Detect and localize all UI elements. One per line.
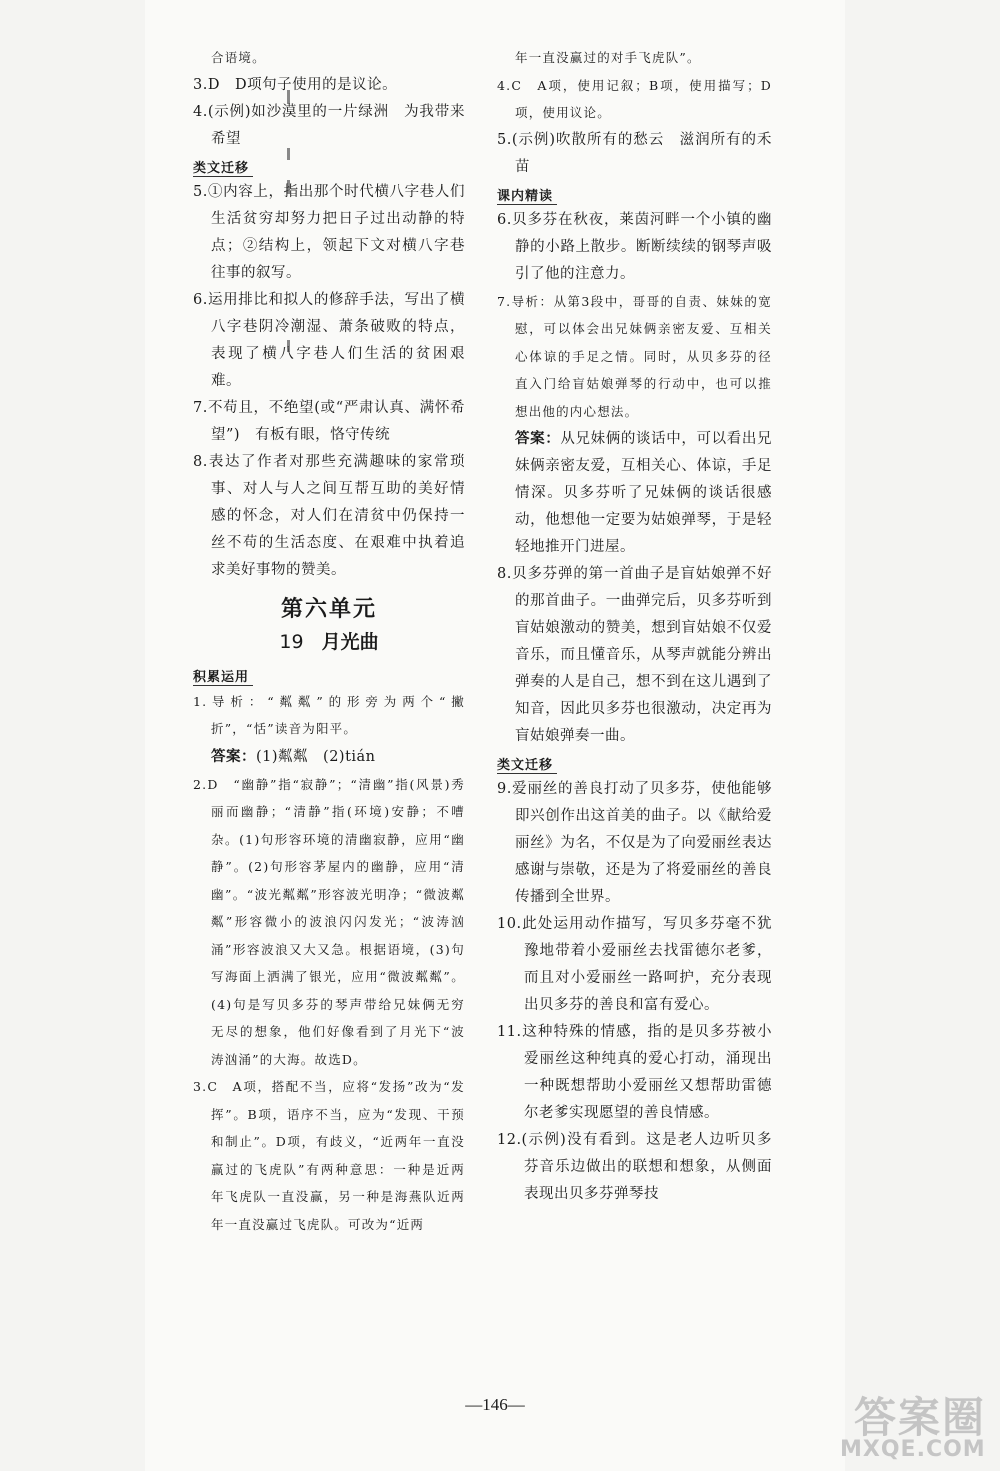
answer-line — [193, 743, 465, 771]
answer-item: 9.爱丽丝的善良打动了贝多芬，使他能够即兴创作出这首美的曲子。以《献给爱丽丝》为名，不仅是为了向爱丽丝表达感谢与崇敬，还是为了将爱丽丝的善良传播到全世界。 — [497, 781, 772, 905]
answer-item: 1.导析：“粼粼”的形旁为两个“撇折”，“恬”读音为阳平。 — [193, 693, 465, 736]
watermark-url: MXQE.COM — [840, 1437, 986, 1462]
lesson-number: 19 — [279, 630, 304, 653]
answer-label: 答案： — [211, 747, 256, 765]
answer-item: 5.①内容上，指出那个时代横八字巷人们生活贫穷却努力把日子过出动静的特点；②结构上，领起下文对横八字巷往事的叙写。 — [193, 183, 465, 281]
answer-item: 8.贝多芬弹的第一首曲子是盲姑娘弹不好的那首曲子。一曲弹完后，贝多芬听到盲姑娘激动的赞美，想到盲姑娘不仅爱音乐，而且懂音乐，从琴声就能分辨出弹奏的人是自己，想不到在这儿遇到了知音，因此贝多芬也很激动，决定再为盲姑娘弹奏一曲。 — [497, 566, 772, 744]
answer-item: 6.贝多芬在秋夜，莱茵河畔一个小镇的幽静的小路上散步。断断续续的钢琴声吸引了他的注意力。 — [497, 211, 772, 282]
answer-text: 从兄妹俩的谈话中，可以看出兄妹俩亲密友爱，互相关心、体谅，手足情深。贝多芬听了兄妹俩的谈话很感动，他想他一定要为姑娘弹琴，于是轻轻地推开门进屋。 — [515, 431, 772, 555]
unit-title: 第六单元 — [280, 596, 377, 622]
answer-item: 7.导析：从第3段中，哥哥的自责、妹妹的宽慰，可以体会出兄妹俩亲密友爱、互相关心体谅的手足之情。同时，从贝多芬的径直入门给盲姑娘弹琴的行动中，也可以推想出他的内心想法。 — [497, 293, 772, 419]
answer-line: 年一直没赢过的对手飞虎队”。 — [515, 50, 701, 65]
page-number: —146— — [465, 1395, 525, 1414]
watermark-logo — [840, 1385, 1000, 1471]
answer-item: 7.不苟且，不绝望(或“严肃认真、满怀希望”) 有板有眼，恪守传统 — [193, 399, 465, 443]
answer-item: 2.D “幽静”指“寂静”；“清幽”指(风景)秀丽而幽静；“清静”指(环境)安静；不嘈杂。(1)句形容环境的清幽寂静，应用“幽静”。(2)句形容茅屋内的幽静，应用“清幽”。“波光粼粼”形容波光明净；“微波粼粼”形容微小的波浪闪闪发光；“波涛汹涌”形容波浪又大又急。根据语境，(3)句写海面上洒满了银光，应用“微波粼粼”。(4)句是写贝多芬的琴声带给兄妹俩无穷无尽的想象，他们好像看到了月光下“波涛汹涌”的大海。故选D。 — [193, 776, 465, 1067]
answer-item: 10.此处运用动作描写，写贝多芬毫不犹豫地带着小爱丽丝去找雷德尔老爹，而且对小爱丽丝一路呵护，充分表现出贝多芬的善良和富有爱心。 — [497, 916, 772, 1013]
answer-text: (1)粼粼 (2)tián — [256, 748, 376, 765]
answer-item: 3.C A项，搭配不当，应将“发扬”改为“发挥”。B项，语序不当，应为“发现、干预和制止”。D项，有歧义，“近两年一直没赢过的飞虎队”有两种意思：一种是近两年飞虎队一直没赢，另一种是海燕队近两年一直没赢过飞虎队。可改为“近两 — [193, 1079, 465, 1232]
section-heading: 类文迁移 — [497, 754, 557, 774]
lesson-title — [193, 627, 465, 654]
section-heading: 类文迁移 — [193, 157, 253, 177]
right-column — [497, 44, 772, 1208]
answer-item: 8.表达了作者对那些充满趣味的家常琐事、对人与人之间互帮互助的美好情感的怀念，对人们在清贫中仍保持一丝不苟的生活态度、在艰难中执着追求美好事物的赞美。 — [193, 453, 465, 578]
answer-item: 6.运用排比和拟人的修辞手法，写出了横八字巷阴冷潮湿、萧条破败的特点，表现了横八字巷人们生活的贫困艰难。 — [193, 291, 465, 389]
lesson-name: 月光曲 — [321, 630, 379, 653]
left-column — [193, 44, 465, 1238]
answer-item: 11.这种特殊的情感，指的是贝多芬被小爱丽丝这种纯真的爱心打动，涌现出一种既想帮助小爱丽丝又想帮助雷德尔老爹实现愿望的善良情感。 — [497, 1024, 772, 1121]
answer-line: 合语境。 — [211, 50, 266, 65]
answer-item: 5.(示例)吹散所有的愁云 滋润所有的禾苗 — [497, 131, 772, 175]
section-heading: 课内精读 — [497, 185, 557, 205]
answer-item: 12.(示例)没有看到。这是老人边听贝多芬音乐边做出的联想和想象，从侧面表现出贝多芬弹琴技 — [497, 1132, 772, 1202]
answer-label: 答案： — [515, 430, 561, 447]
watermark-text: 答案圈 — [854, 1393, 987, 1442]
answer-item: 3.D D项句子使用的是议论。 — [193, 76, 398, 93]
section-heading: 积累运用 — [193, 666, 253, 686]
answer-item: 4.C A项，使用记叙；B项，使用描写；D项，使用议论。 — [497, 77, 772, 120]
answer-item: 4.(示例)如沙漠里的一片绿洲 为我带来希望 — [193, 103, 465, 147]
answer-line — [497, 425, 772, 561]
